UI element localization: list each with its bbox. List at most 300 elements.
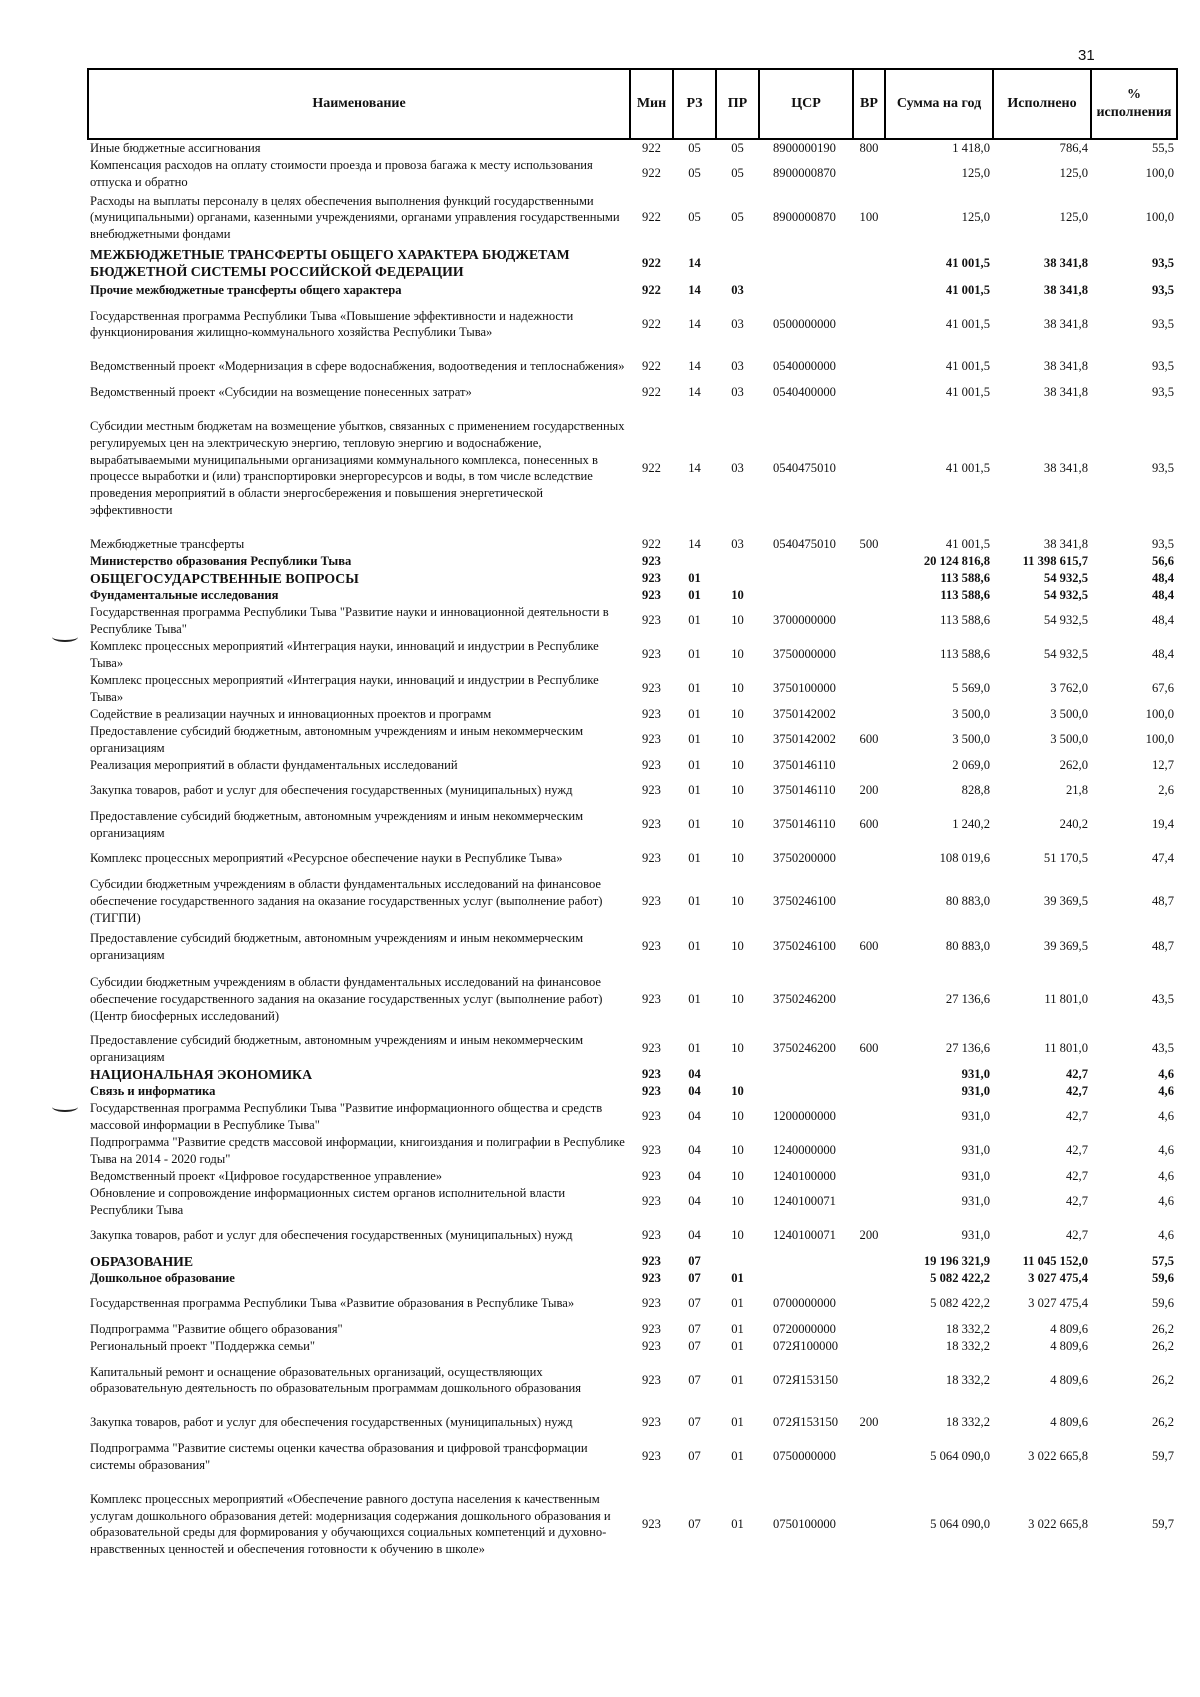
row-name: Компенсация расходов на оплату стоимости проезда и провоза багажа к месту использования отпуска и обратно xyxy=(90,158,593,189)
row-name: Комплекс процессных мероприятий «Обеспечение равного доступа населения к качественным услугам дошкольного образования детей: модернизация содержания дошкольного образования и образовательной среды для формирования у обучающихся социальных компетенций и духовно-нравственных ценностей и обеспечения готовности к обучению в школе» xyxy=(90,1491,611,1557)
header-sum: Сумма на год xyxy=(885,69,993,139)
row-min: 923 xyxy=(642,757,661,772)
row-pr: 03 xyxy=(731,384,744,399)
row-name: Обновление и сопровождение информационных систем органов исполнительной власти Республики Тыва xyxy=(90,1186,566,1217)
row-csr: 0750100000 xyxy=(773,1516,836,1531)
row-csr: 8900000870 xyxy=(773,166,836,181)
row-rz: 05 xyxy=(688,141,701,155)
row-vr: 600 xyxy=(859,939,879,954)
row-csr: 1240100071 xyxy=(773,1228,836,1243)
row-name: Межбюджетные трансферты xyxy=(90,536,245,551)
row-name: Региональный проект "Поддержка семьи" xyxy=(90,1338,316,1353)
row-vr: 600 xyxy=(859,817,879,832)
row-rz: 01 xyxy=(688,732,701,747)
row-pct: 93,5 xyxy=(1151,536,1174,551)
row-isp: 42,7 xyxy=(1065,1083,1088,1098)
row-rz: 01 xyxy=(688,1041,701,1056)
row-name: Реализация мероприятий в области фундаментальных исследований xyxy=(90,757,458,772)
row-sum: 41 001,5 xyxy=(945,384,990,399)
row-pct: 4,6 xyxy=(1158,1143,1174,1158)
row-isp: 51 170,5 xyxy=(1043,851,1088,866)
row-isp: 4 809,6 xyxy=(1050,1321,1088,1336)
row-pct: 48,4 xyxy=(1151,570,1174,585)
row-isp: 11 801,0 xyxy=(1044,1041,1088,1056)
row-min: 922 xyxy=(642,460,661,475)
row-min: 923 xyxy=(642,681,661,696)
row-pct: 43,5 xyxy=(1151,991,1174,1006)
row-rz: 05 xyxy=(688,210,701,225)
row-csr: 0540400000 xyxy=(773,384,836,399)
row-min: 922 xyxy=(642,316,661,331)
table-row xyxy=(88,553,1177,570)
row-rz: 01 xyxy=(688,851,701,866)
row-pct: 26,2 xyxy=(1151,1321,1174,1336)
row-rz: 04 xyxy=(688,1228,701,1243)
row-name: Закупка товаров, работ и услуг для обеспечения государственных (муниципальных) нужд xyxy=(90,1228,573,1243)
row-pr: 03 xyxy=(731,359,744,374)
row-isp: 11 801,0 xyxy=(1044,991,1088,1006)
row-vr xyxy=(853,757,885,774)
row-isp: 38 341,8 xyxy=(1043,536,1088,551)
row-csr xyxy=(759,570,853,587)
row-pct: 47,4 xyxy=(1151,851,1174,866)
row-name: Связь и информатика xyxy=(90,1083,216,1098)
row-pr: 10 xyxy=(731,681,744,696)
row-sum: 1 240,2 xyxy=(952,817,990,832)
row-pr: 10 xyxy=(731,851,744,866)
row-pr: 05 xyxy=(731,210,744,225)
row-pr: 01 xyxy=(731,1449,744,1464)
row-min: 923 xyxy=(642,939,661,954)
row-pct: 4,6 xyxy=(1158,1066,1174,1081)
row-pct: 48,4 xyxy=(1151,587,1174,602)
row-rz: 01 xyxy=(688,570,701,585)
row-csr: 072Я153150 xyxy=(773,1372,839,1387)
row-csr xyxy=(759,1270,853,1287)
row-isp: 3 022 665,8 xyxy=(1028,1516,1088,1531)
row-name: Содействие в реализации научных и инновационных проектов и программ xyxy=(90,706,492,721)
row-name: Капитальный ремонт и оснащение образовательных организаций, осуществляющих образовательную деятельность по образовательным программам дошкольного образования xyxy=(90,1364,582,1396)
row-csr xyxy=(759,282,853,299)
row-pct: 26,2 xyxy=(1151,1338,1174,1353)
row-pr: 03 xyxy=(731,536,744,551)
row-vr xyxy=(853,1338,885,1355)
header-rz: РЗ xyxy=(673,69,716,139)
row-pr: 10 xyxy=(731,706,744,721)
row-sum: 3 500,0 xyxy=(952,706,990,721)
row-isp: 3 027 475,4 xyxy=(1028,1270,1088,1285)
row-pct: 59,7 xyxy=(1151,1449,1174,1464)
row-name: Расходы на выплаты персоналу в целях обеспечения выполнения функций государственными (муниципальными) органами, казенными учреждениями, органами управления государственными внебюджетными фондами xyxy=(90,193,620,242)
row-sum: 5 569,0 xyxy=(952,681,990,696)
row-csr xyxy=(759,1066,853,1083)
row-name: Предоставление субсидий бюджетным, автономным учреждениям и иным некоммерческим организациям xyxy=(90,809,584,840)
row-name: Субсидии бюджетным учреждениям в области фундаментальных исследований на финансовое обеспечение государственного задания на оказание государственных услуг (выполнение работ) (Центр биосферных исследований) xyxy=(90,975,603,1023)
table-row xyxy=(88,1032,1177,1066)
row-min: 923 xyxy=(642,783,661,798)
row-min: 923 xyxy=(642,1296,661,1311)
row-csr: 0700000000 xyxy=(773,1296,836,1311)
row-rz: 14 xyxy=(688,460,701,475)
row-pct: 100,0 xyxy=(1145,166,1174,181)
row-pr: 10 xyxy=(731,1168,744,1183)
row-pr: 01 xyxy=(731,1372,744,1387)
row-sum: 41 001,5 xyxy=(945,282,990,297)
row-rz: 14 xyxy=(688,359,701,374)
row-min: 923 xyxy=(642,553,661,568)
row-pct: 2,6 xyxy=(1158,783,1174,798)
row-min: 923 xyxy=(642,1041,661,1056)
header-pr: ПР xyxy=(716,69,759,139)
row-isp: 3 762,0 xyxy=(1050,681,1088,696)
row-isp: 786,4 xyxy=(1059,141,1088,155)
table-row xyxy=(88,706,1177,723)
row-sum: 18 332,2 xyxy=(945,1338,990,1353)
row-rz: 14 xyxy=(688,316,701,331)
row-csr: 3750146110 xyxy=(773,757,836,772)
row-vr xyxy=(853,299,885,350)
table-row xyxy=(88,1474,1177,1575)
row-pr: 01 xyxy=(731,1516,744,1531)
row-vr xyxy=(853,1253,885,1270)
table-row xyxy=(88,157,1177,191)
row-pr: 10 xyxy=(731,783,744,798)
row-name: Подпрограмма "Развитие общего образования" xyxy=(90,1321,343,1336)
row-isp: 11 045 152,0 xyxy=(1022,1253,1088,1268)
row-sum: 20 124 816,8 xyxy=(923,553,990,568)
row-vr xyxy=(853,1321,885,1338)
row-name: Ведомственный проект «Цифровое государственное управление» xyxy=(90,1168,443,1183)
row-rz: 01 xyxy=(688,783,701,798)
row-isp: 38 341,8 xyxy=(1043,282,1088,297)
row-name: НАЦИОНАЛЬНАЯ ЭКОНОМИКА xyxy=(90,1066,313,1082)
row-pct: 93,5 xyxy=(1151,316,1174,331)
table-row xyxy=(88,587,1177,604)
row-csr: 0500000000 xyxy=(773,316,836,331)
row-rz: 01 xyxy=(688,893,701,908)
row-isp: 39 369,5 xyxy=(1043,893,1088,908)
row-isp: 38 341,8 xyxy=(1043,359,1088,374)
row-min: 923 xyxy=(642,1253,661,1268)
table-row xyxy=(88,1083,1177,1100)
row-pr xyxy=(716,245,759,282)
row-pct: 4,6 xyxy=(1158,1228,1174,1243)
row-pr: 10 xyxy=(731,757,744,772)
table-row xyxy=(88,299,1177,350)
row-pct: 26,2 xyxy=(1151,1372,1174,1387)
row-sum: 5 082 422,2 xyxy=(930,1296,990,1311)
row-min: 923 xyxy=(642,991,661,1006)
row-isp: 54 932,5 xyxy=(1043,570,1088,585)
row-vr: 500 xyxy=(859,536,879,551)
row-name: Комплекс процессных мероприятий «Интеграция науки, инноваций и индустрии в Республике Тыва» xyxy=(90,673,599,704)
row-vr xyxy=(853,842,885,876)
row-pct: 93,5 xyxy=(1151,282,1174,297)
row-csr: 1240100071 xyxy=(773,1194,836,1209)
row-vr xyxy=(853,1440,885,1474)
row-csr xyxy=(759,1253,853,1270)
table-row xyxy=(88,1253,1177,1270)
row-name: Министерство образования Республики Тыва xyxy=(90,553,352,568)
row-isp: 42,7 xyxy=(1065,1066,1088,1081)
row-pct: 43,5 xyxy=(1151,1041,1174,1056)
row-pr xyxy=(716,1253,759,1270)
row-min: 923 xyxy=(642,1194,661,1209)
row-name: Государственная программа Республики Тыва «Развитие образования в Республике Тыва» xyxy=(90,1296,575,1311)
header-min: Мин xyxy=(630,69,673,139)
row-min: 922 xyxy=(642,359,661,374)
row-isp: 42,7 xyxy=(1065,1228,1088,1243)
row-csr: 072Я100000 xyxy=(773,1338,839,1353)
row-isp: 4 809,6 xyxy=(1050,1372,1088,1387)
row-pct: 67,6 xyxy=(1151,681,1174,696)
row-vr xyxy=(853,553,885,570)
table-row xyxy=(88,927,1177,967)
row-rz: 07 xyxy=(688,1449,701,1464)
row-sum: 931,0 xyxy=(961,1143,990,1158)
row-csr: 1240100000 xyxy=(773,1168,836,1183)
row-sum: 828,8 xyxy=(961,783,990,798)
row-pr: 10 xyxy=(731,732,744,747)
row-pr: 03 xyxy=(731,316,744,331)
row-rz: 04 xyxy=(688,1168,701,1183)
row-rz: 14 xyxy=(688,536,701,551)
row-vr: 600 xyxy=(859,732,879,747)
row-isp: 54 932,5 xyxy=(1043,587,1088,602)
row-vr xyxy=(853,1100,885,1134)
row-csr: 3750142002 xyxy=(773,732,836,747)
table-row xyxy=(88,672,1177,706)
row-pct: 59,6 xyxy=(1151,1270,1174,1285)
row-rz: 01 xyxy=(688,613,701,628)
row-name: Субсидии бюджетным учреждениям в области фундаментальных исследований на финансовое обеспечение государственного задания на оказание государственных услуг (выполнение работ) (ТИГПИ) xyxy=(90,877,603,925)
row-pct: 48,7 xyxy=(1151,939,1174,954)
row-vr xyxy=(853,1083,885,1100)
row-vr xyxy=(853,1066,885,1083)
row-csr: 1200000000 xyxy=(773,1109,836,1124)
row-pr: 03 xyxy=(731,460,744,475)
table-row xyxy=(88,1355,1177,1406)
row-pr: 03 xyxy=(731,282,744,297)
row-csr: 3700000000 xyxy=(773,613,836,628)
row-vr: 600 xyxy=(859,1041,879,1056)
row-name: Закупка товаров, работ и услуг для обеспечения государственных (муниципальных) нужд xyxy=(90,783,573,798)
row-rz: 01 xyxy=(688,647,701,662)
row-rz: 07 xyxy=(688,1372,701,1387)
row-min: 923 xyxy=(642,1372,661,1387)
row-pct: 93,5 xyxy=(1151,384,1174,399)
row-vr: 200 xyxy=(859,783,879,798)
row-name: Государственная программа Республики Тыва "Развитие информационного общества и средств массовой информации в Республике Тыва" xyxy=(90,1101,603,1132)
row-pct: 93,5 xyxy=(1151,255,1174,270)
row-pr: 10 xyxy=(731,817,744,832)
table-row xyxy=(88,1185,1177,1219)
row-min: 922 xyxy=(642,210,661,225)
row-isp: 125,0 xyxy=(1059,166,1088,181)
row-min: 923 xyxy=(642,1083,661,1098)
header-vr: ВР xyxy=(853,69,885,139)
row-csr: 3750142002 xyxy=(773,706,836,721)
row-sum: 41 001,5 xyxy=(945,255,990,270)
row-name: Предоставление субсидий бюджетным, автономным учреждениям и иным некоммерческим организациям xyxy=(90,1033,584,1064)
row-pr xyxy=(716,1066,759,1083)
row-rz: 04 xyxy=(688,1143,701,1158)
row-sum: 5 064 090,0 xyxy=(930,1449,990,1464)
row-csr: 3750246200 xyxy=(773,991,836,1006)
row-min: 922 xyxy=(642,536,661,551)
budget-execution-table xyxy=(87,68,1178,1575)
row-csr: 3750246100 xyxy=(773,893,836,908)
row-vr xyxy=(853,1474,885,1575)
row-vr xyxy=(853,672,885,706)
row-sum: 5 082 422,2 xyxy=(930,1270,990,1285)
table-row xyxy=(88,1406,1177,1440)
row-sum: 27 136,6 xyxy=(945,1041,990,1056)
row-csr xyxy=(759,245,853,282)
row-pct: 100,0 xyxy=(1145,732,1174,747)
row-min: 922 xyxy=(642,166,661,181)
row-isp: 11 398 615,7 xyxy=(1022,553,1088,568)
row-pr: 10 xyxy=(731,1041,744,1056)
row-min: 923 xyxy=(642,1449,661,1464)
row-sum: 2 069,0 xyxy=(952,757,990,772)
row-sum: 27 136,6 xyxy=(945,991,990,1006)
table-row xyxy=(88,1270,1177,1287)
row-sum: 125,0 xyxy=(961,166,990,181)
table-row xyxy=(88,638,1177,672)
row-vr xyxy=(853,282,885,299)
row-pr: 10 xyxy=(731,647,744,662)
row-pct: 48,7 xyxy=(1151,893,1174,908)
row-isp: 42,7 xyxy=(1065,1143,1088,1158)
row-min: 923 xyxy=(642,1321,661,1336)
row-sum: 3 500,0 xyxy=(952,732,990,747)
row-csr xyxy=(759,1083,853,1100)
row-name: Государственная программа Республики Тыва "Развитие науки и инновационной деятельности в Республике Тыва" xyxy=(90,605,609,636)
table-row xyxy=(88,350,1177,384)
row-rz: 01 xyxy=(688,681,701,696)
row-pr: 10 xyxy=(731,1083,744,1098)
row-pct: 57,5 xyxy=(1151,1253,1174,1268)
row-isp: 42,7 xyxy=(1065,1168,1088,1183)
row-name: МЕЖБЮДЖЕТНЫЕ ТРАНСФЕРТЫ ОБЩЕГО ХАРАКТЕРА БЮДЖЕТАМ БЮДЖЕТНОЙ СИСТЕМЫ РОССИЙСКОЙ ФЕДЕРАЦИИ xyxy=(90,247,570,280)
row-name: Подпрограмма "Развитие средств массовой информации, книгоиздания и полиграфии в Республике Тыва на 2014 - 2020 годы" xyxy=(90,1135,625,1166)
row-vr xyxy=(853,384,885,401)
row-csr: 3750000000 xyxy=(773,647,836,662)
row-vr xyxy=(853,245,885,282)
row-pct: 48,4 xyxy=(1151,647,1174,662)
row-vr xyxy=(853,350,885,384)
row-min: 923 xyxy=(642,706,661,721)
row-sum: 931,0 xyxy=(961,1168,990,1183)
margin-tick-mark xyxy=(52,632,78,642)
margin-tick-mark xyxy=(52,1102,78,1112)
row-vr: 800 xyxy=(859,141,879,155)
row-name: Дошкольное образование xyxy=(90,1270,235,1285)
row-vr xyxy=(853,638,885,672)
row-isp: 38 341,8 xyxy=(1043,255,1088,270)
table-row xyxy=(88,1338,1177,1355)
row-pct: 4,6 xyxy=(1158,1083,1174,1098)
row-isp: 39 369,5 xyxy=(1043,939,1088,954)
row-rz: 07 xyxy=(688,1321,701,1336)
row-pr: 05 xyxy=(731,166,744,181)
row-csr xyxy=(759,553,853,570)
row-csr: 3750246100 xyxy=(773,939,836,954)
table-row xyxy=(88,1100,1177,1134)
row-rz: 01 xyxy=(688,757,701,772)
row-rz: 07 xyxy=(688,1516,701,1531)
row-vr xyxy=(853,1134,885,1168)
row-isp: 3 500,0 xyxy=(1050,732,1088,747)
row-name: Иные бюджетные ассигнования xyxy=(90,141,261,155)
row-min: 923 xyxy=(642,570,661,585)
row-min: 923 xyxy=(642,613,661,628)
row-sum: 931,0 xyxy=(961,1194,990,1209)
row-pr: 10 xyxy=(731,1228,744,1243)
row-pct: 59,7 xyxy=(1151,1516,1174,1531)
row-csr: 3750200000 xyxy=(773,851,836,866)
table-row xyxy=(88,967,1177,1032)
table-row xyxy=(88,1440,1177,1474)
row-pct: 26,2 xyxy=(1151,1415,1174,1430)
row-isp: 54 932,5 xyxy=(1043,613,1088,628)
row-vr xyxy=(853,967,885,1032)
row-csr: 0540475010 xyxy=(773,460,836,475)
table-row xyxy=(88,191,1177,245)
row-rz: 01 xyxy=(688,991,701,1006)
row-csr: 8900000190 xyxy=(773,141,836,155)
row-rz: 14 xyxy=(688,255,701,270)
row-pct: 100,0 xyxy=(1145,210,1174,225)
row-isp: 4 809,6 xyxy=(1050,1415,1088,1430)
row-name: Ведомственный проект «Модернизация в сфере водоснабжения, водоотведения и теплоснабжения» xyxy=(90,359,625,374)
table-header-row xyxy=(88,69,1177,139)
row-pr xyxy=(716,553,759,570)
row-csr: 0540475010 xyxy=(773,536,836,551)
row-sum: 41 001,5 xyxy=(945,536,990,551)
row-min: 923 xyxy=(642,817,661,832)
row-pct: 56,6 xyxy=(1151,553,1174,568)
row-pct: 12,7 xyxy=(1151,757,1174,772)
row-pct: 59,6 xyxy=(1151,1296,1174,1311)
row-pct: 100,0 xyxy=(1145,706,1174,721)
row-sum: 18 332,2 xyxy=(945,1321,990,1336)
row-csr: 3750100000 xyxy=(773,681,836,696)
row-sum: 931,0 xyxy=(961,1066,990,1081)
row-rz: 07 xyxy=(688,1270,701,1285)
header-name: Наименование xyxy=(88,69,630,139)
row-pr: 10 xyxy=(731,939,744,954)
row-rz: 04 xyxy=(688,1083,701,1098)
row-rz: 07 xyxy=(688,1253,701,1268)
row-pct: 93,5 xyxy=(1151,359,1174,374)
row-pr: 01 xyxy=(731,1296,744,1311)
row-csr xyxy=(759,587,853,604)
row-sum: 5 064 090,0 xyxy=(930,1516,990,1531)
row-vr: 200 xyxy=(859,1415,879,1430)
row-pr: 10 xyxy=(731,613,744,628)
row-vr xyxy=(853,876,885,927)
table-row xyxy=(88,876,1177,927)
row-rz: 05 xyxy=(688,166,701,181)
row-sum: 41 001,5 xyxy=(945,359,990,374)
row-pr: 10 xyxy=(731,1143,744,1158)
row-name: Субсидии местным бюджетам на возмещение убытков, связанных с применением государственных регулируемых цен на электрическую энергию, тепловую энергию и водоснабжение, вырабатываемыми муниципальными организациями коммунального комплекса, понесенных в процессе выработки и (или) транспортировки энергоресурсов и воды, в том числе вследствие проведения мероприятий в области энергосбережения и повышения энергетической эффективности xyxy=(90,418,625,517)
row-csr: 3750146110 xyxy=(773,817,836,832)
table-row xyxy=(88,723,1177,757)
row-csr: 3750146110 xyxy=(773,783,836,798)
